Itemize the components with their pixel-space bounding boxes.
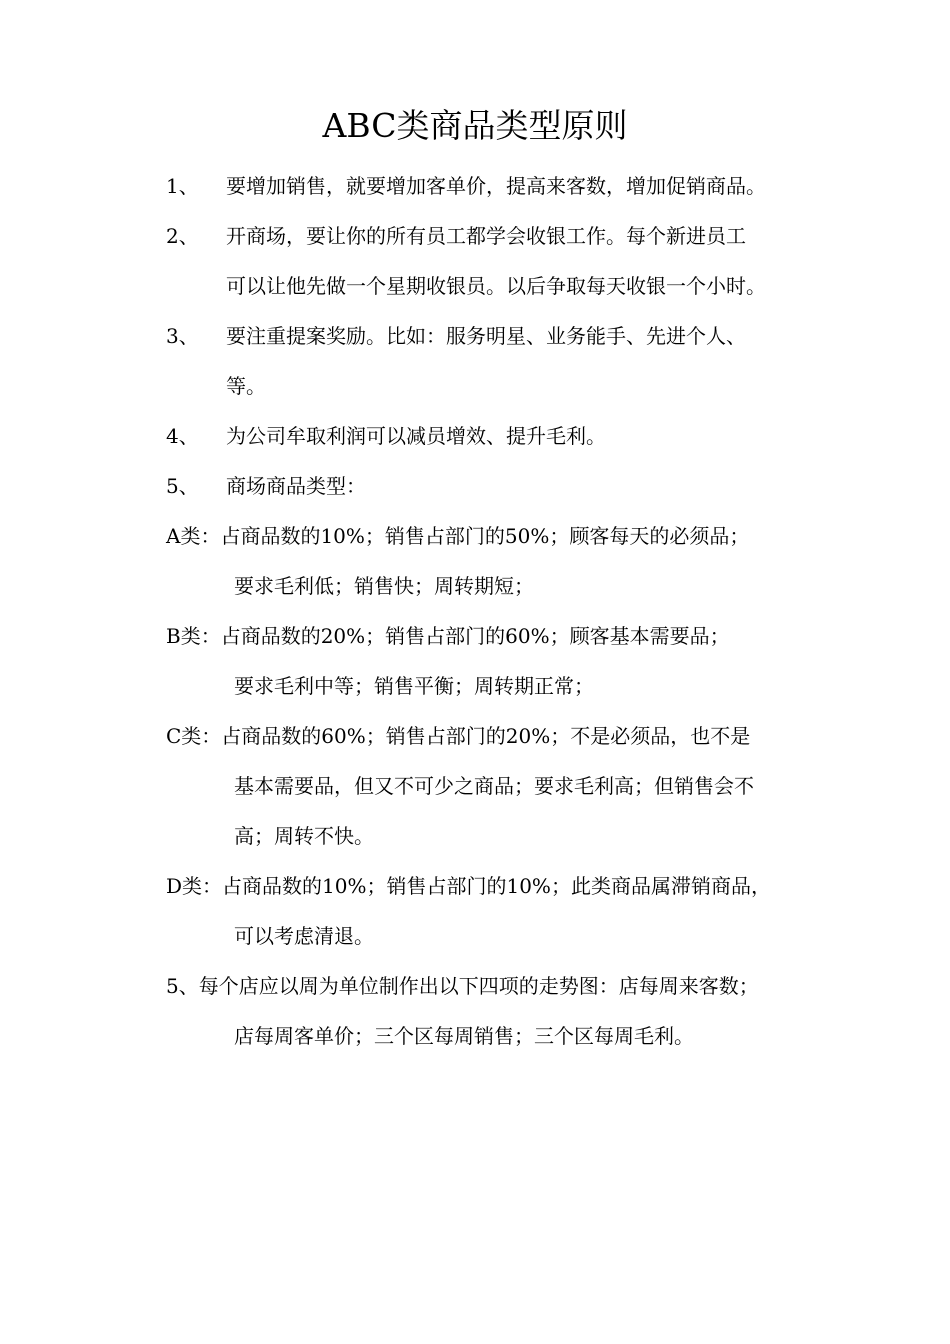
list-item-number: 5、	[166, 474, 199, 498]
category-c	[166, 711, 816, 861]
category-text: B类：占商品数的20%；销售占部门的60%；顾客基本需要品；	[166, 624, 730, 648]
category-text: 基本需要品，但又不可少之商品；要求毛利高；但销售会不	[234, 774, 754, 798]
list-item-1	[166, 161, 816, 211]
list-item-3	[166, 311, 816, 411]
list-item-text: 开商场，要让你的所有员工都学会收银工作。每个新进员工	[226, 224, 746, 248]
category-d	[166, 861, 816, 961]
category-text: A类：占商品数的10%；销售占部门的50%；顾客每天的必须品；	[166, 524, 750, 548]
list-item-text: 可以让他先做一个星期收银员。以后争取每天收银一个小时。	[226, 274, 766, 298]
category-text: 可以考虑清退。	[234, 924, 374, 948]
category-text: 要求毛利低；销售快；周转期短；	[234, 574, 534, 598]
list-item-2	[166, 211, 816, 311]
list-item-text: 要注重提案奖励。比如：服务明星、业务能手、先进个人、	[226, 324, 746, 348]
list-item-number: 2、	[166, 224, 199, 248]
list-item-text: 商场商品类型：	[226, 474, 366, 498]
list-item-5	[166, 461, 816, 511]
document-title: ABC类商品类型原则	[322, 106, 628, 145]
category-text: C类：占商品数的60%；销售占部门的20%；不是必须品，也不是	[166, 724, 751, 748]
category-text: D类：占商品数的10%；销售占部门的10%；此类商品属滞销商品，	[166, 874, 771, 898]
list-item-4	[166, 411, 816, 461]
list-item-text: 为公司牟取利润可以减员增效、提升毛利。	[226, 424, 606, 448]
list-item-trend-charts	[166, 961, 816, 1061]
category-text: 高；周转不快。	[234, 824, 374, 848]
list-item-text: 5、每个店应以周为单位制作出以下四项的走势图：店每周来客数；	[166, 974, 759, 998]
list-item-text: 要增加销售，就要增加客单价，提高来客数，增加促销商品。	[226, 174, 766, 198]
category-b	[166, 611, 816, 711]
category-a	[166, 511, 816, 611]
list-item-number: 3、	[166, 324, 199, 348]
list-item-number: 1、	[166, 174, 199, 198]
list-item-text: 等。	[226, 374, 266, 398]
category-text: 要求毛利中等；销售平衡；周转期正常；	[234, 674, 594, 698]
list-item-text: 店每周客单价；三个区每周销售；三个区每周毛利。	[234, 1024, 694, 1048]
list-item-number: 4、	[166, 424, 199, 448]
